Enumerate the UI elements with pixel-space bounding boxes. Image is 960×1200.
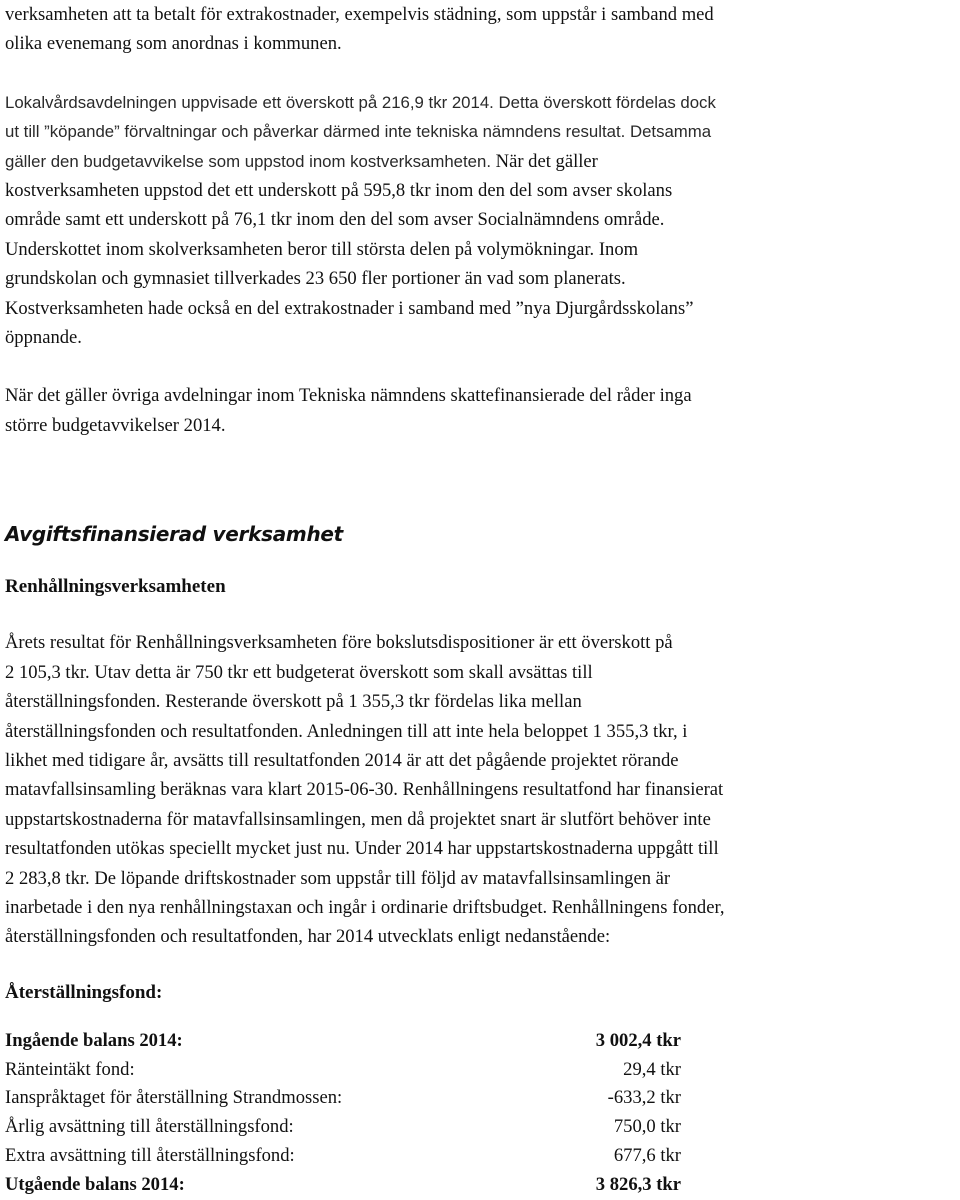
subsection-heading: Renhållningsverksamheten xyxy=(5,576,226,598)
text-line: verksamheten att ta betalt för extrakostnader, exempelvis städning, som uppstår i samband med xyxy=(5,4,714,25)
row-label: Ingående balans 2014: xyxy=(5,1029,183,1051)
text-line: område samt ett underskott på 76,1 tkr inom den del som avser Socialnämndens område. xyxy=(5,209,665,231)
row-value: 677,6 tkr xyxy=(613,1144,681,1166)
text-line: kostverksamheten uppstod det ett underskott på 595,8 tkr inom den del som avser skolans xyxy=(5,180,673,202)
text-line: När det gäller övriga avdelningar inom Tekniska nämndens skattefinansierade del råder inga xyxy=(5,385,692,407)
row-value: 3 826,3 tkr xyxy=(595,1173,681,1195)
table-row-extra-allocation xyxy=(5,1142,681,1171)
row-label: Ianspråktaget för återställning Strandmossen: xyxy=(5,1087,343,1109)
table-row-interest xyxy=(5,1056,681,1085)
row-value: -633,2 tkr xyxy=(607,1087,681,1109)
fund-heading: Återställningsfond: xyxy=(5,981,163,1003)
row-label: Årlig avsättning till återställningsfond: xyxy=(5,1116,294,1138)
document-page xyxy=(5,0,957,1200)
text-line: återställningsfonden och resultatfonden. Anledningen till att inte hela beloppet 1 355,3 tkr, i xyxy=(5,720,688,742)
row-value: 750,0 tkr xyxy=(613,1116,681,1138)
table-row-closing-balance xyxy=(5,1171,681,1200)
text-line: grundskolan och gymnasiet tillverkades 23 650 fler portioner än vad som planerats. xyxy=(5,268,626,290)
text-line: uppstartskostnaderna för matavfallsinsamlingen, men då projektet snart är slutfört behöver inte xyxy=(5,808,711,830)
text-line: öppnande. xyxy=(5,327,82,349)
text-line: Underskottet inom skolverksamheten beror till största delen på volymökningar. Inom xyxy=(5,238,639,260)
paragraph-renhallning xyxy=(5,628,957,951)
text-line: 2 283,8 tkr. De löpande driftskostnader som uppstår till följd av matavfallsinsamlingen är xyxy=(5,867,671,889)
text-line: större budgetavvikelser 2014. xyxy=(5,414,226,436)
section-heading: Avgiftsfinansierad verksamhet xyxy=(5,522,343,547)
paragraph-evenemang xyxy=(5,0,957,59)
row-value: 3 002,4 tkr xyxy=(595,1029,681,1051)
table-row-opening-balance xyxy=(5,1027,681,1056)
text-segment: När det gäller xyxy=(491,150,598,172)
text-line: ut till ”köpande” förvaltningar och påverkar därmed inte tekniska nämndens resultat. Detsamma xyxy=(5,122,712,142)
text-line: inarbetade i den nya renhållningstaxan och ingår i ordinarie driftsbudget. Renhållningens fonder, xyxy=(5,896,725,918)
text-line: Årets resultat för Renhållningsverksamheten före bokslutsdispositioner är ett överskott på xyxy=(5,632,673,654)
text-line: 2 105,3 tkr. Utav detta är 750 tkr ett budgeterat överskott som skall avsättas till xyxy=(5,661,593,683)
text-line: Lokalvårdsavdelningen uppvisade ett överskott på 216,9 tkr 2014. Detta överskott fördelas dock xyxy=(5,92,716,112)
paragraph-ovriga xyxy=(5,381,957,440)
text-line: återställningsfonden. Resterande överskott på 1 355,3 tkr fördelas lika mellan xyxy=(5,691,582,713)
row-label: Utgående balans 2014: xyxy=(5,1173,185,1195)
text-line: resultatfonden utökas speciellt mycket just nu. Under 2014 har uppstartskostnaderna uppgått till xyxy=(5,838,719,860)
fund-table xyxy=(5,1027,681,1200)
table-row-strandmossen xyxy=(5,1084,681,1113)
text-line: matavfallsinsamling beräknas vara klart 2015-06-30. Renhållningens resultatfond har finansierat xyxy=(5,779,724,801)
text-segment: gäller den budgetavvikelse som uppstod inom kostverksamheten. xyxy=(5,151,491,171)
table-row-annual-allocation xyxy=(5,1113,681,1142)
text-line: likhet med tidigare år, avsätts till resultatfonden 2014 är att det pågående projektet rörande xyxy=(5,749,679,771)
row-value: 29,4 tkr xyxy=(623,1058,681,1080)
paragraph-lokalvard-kost xyxy=(5,88,957,353)
row-label: Ränteintäkt fond: xyxy=(5,1058,135,1080)
text-line: Kostverksamheten hade också en del extrakostnader i samband med ”nya Djurgårdsskolans” xyxy=(5,297,694,319)
text-line: olika evenemang som anordnas i kommunen. xyxy=(5,33,342,55)
text-line: återställningsfonden och resultatfonden, har 2014 utvecklats enligt nedanstående: xyxy=(5,926,611,948)
row-label: Extra avsättning till återställningsfond: xyxy=(5,1144,295,1166)
